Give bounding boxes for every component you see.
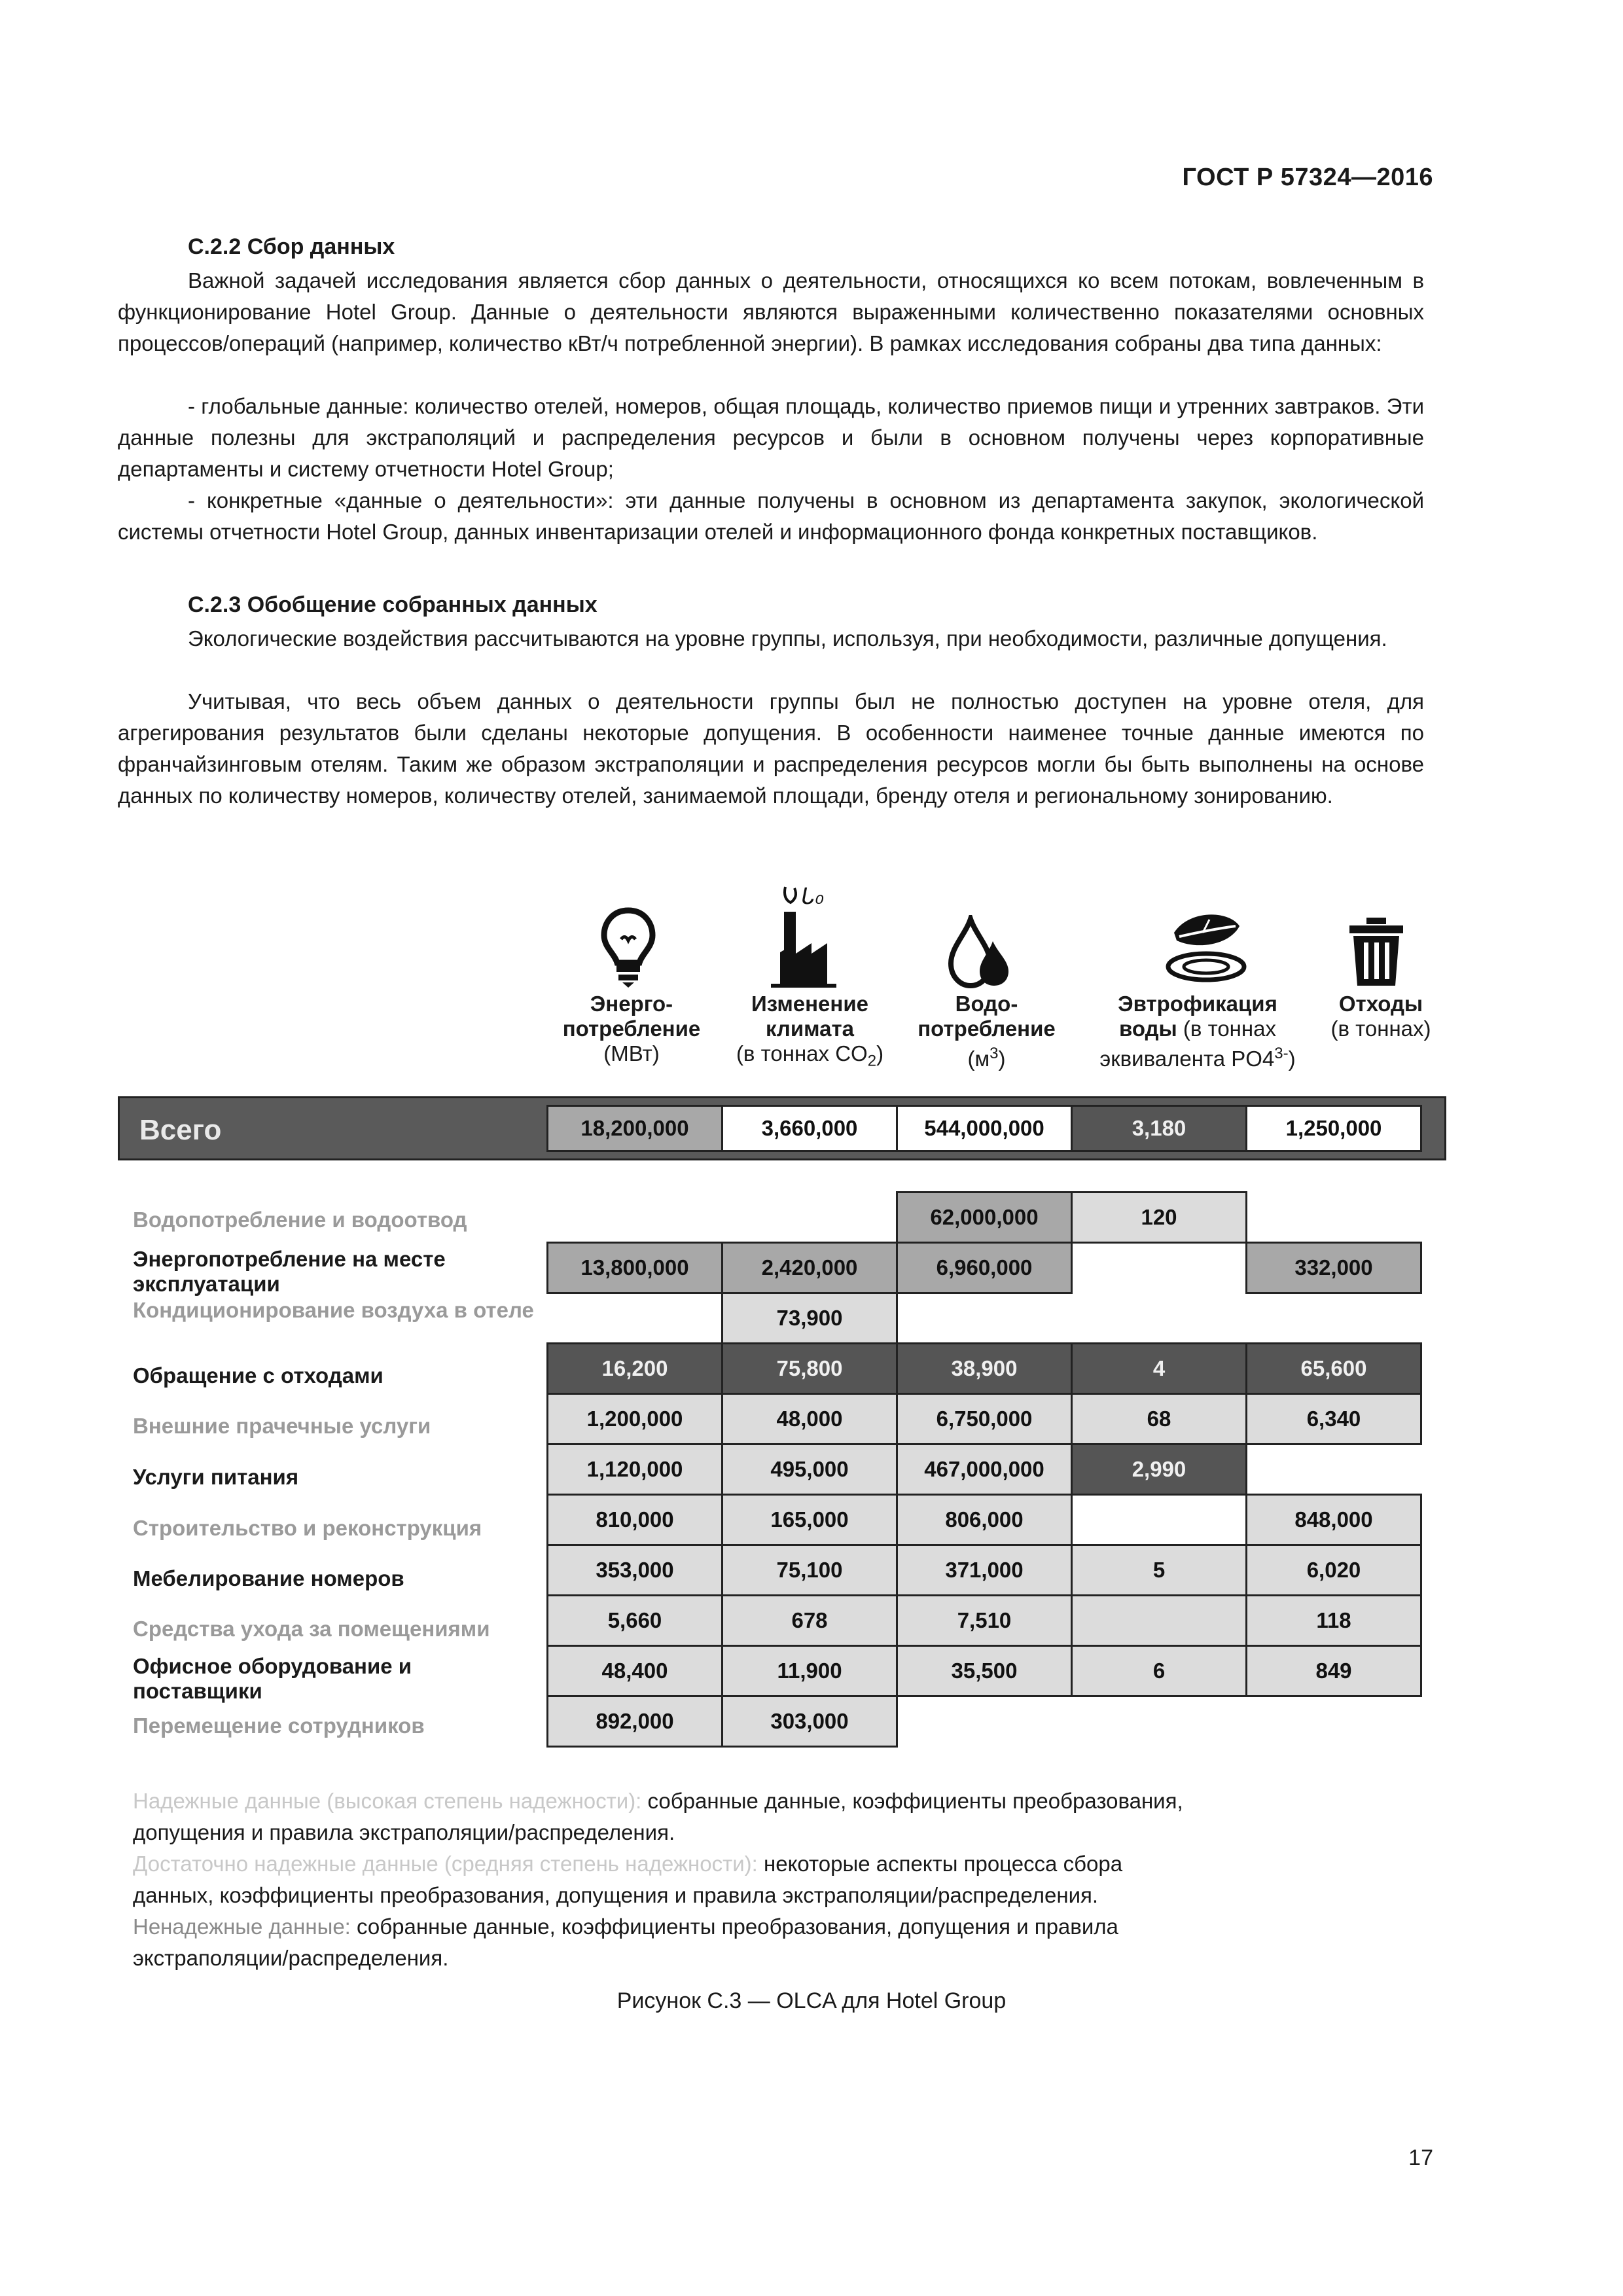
data-cell: 806,000: [896, 1494, 1073, 1546]
section-heading-c22: С.2.2 Сбор данных: [188, 234, 395, 259]
row-label: Средства ухода за помещениями: [133, 1617, 490, 1641]
data-cell: 120: [1071, 1191, 1247, 1244]
data-cell: 13,800,000: [546, 1242, 723, 1294]
row-label: Обращение с отходами: [133, 1363, 383, 1388]
row-label: Перемещение сотрудников: [133, 1713, 425, 1738]
data-cell: [1071, 1594, 1247, 1647]
data-cell: 5: [1071, 1544, 1247, 1596]
data-cell: 371,000: [896, 1544, 1073, 1596]
paragraph: Экологические воздействия рассчитываются на уровне группы, используя, при необходимости, различные допущения.: [188, 626, 1387, 651]
standard-number: ГОСТ Р 57324—2016: [1182, 164, 1433, 191]
row-label: Энергопотребление на месте эксплуатации: [133, 1247, 446, 1296]
legend-text: допущения и правила экстраполяции/распределения.: [133, 1820, 675, 1844]
column-header-climate: Изменение климата (в тоннах $CO_2$): [736, 992, 884, 1070]
data-cell: 2,990: [1071, 1443, 1247, 1496]
data-cell: 6,340: [1245, 1393, 1422, 1445]
row-label: Офисное оборудование и поставщики: [133, 1654, 412, 1703]
total-value: 3,180: [1071, 1105, 1247, 1152]
legend-text: данных, коэффициенты преобразования, допущения и правила экстраполяции/распределения.: [133, 1883, 1099, 1907]
data-cell: 5,660: [546, 1594, 723, 1647]
data-cell: 495,000: [721, 1443, 898, 1496]
data-cell: 75,100: [721, 1544, 898, 1596]
paragraph: - конкретные «данные о деятельности»: эти данные получены в основном из департамента закупок, экологической системы отчетности Hotel Group, данных инвентаризации отелей и информационного фонда конкретных поставщиков.: [118, 488, 1424, 544]
trash-bin-icon: [1347, 916, 1406, 988]
section-heading-c23: С.2.3 Обобщение собранных данных: [188, 592, 597, 617]
total-value: 1,250,000: [1245, 1105, 1422, 1152]
data-cell: 848,000: [1245, 1494, 1422, 1546]
data-cell: 165,000: [721, 1494, 898, 1546]
data-cell: 2,420,000: [721, 1242, 898, 1294]
column-header-eutrophication: Эвтрофикация воды (в тоннах эквивалента $PO4^{3-}$): [1099, 992, 1296, 1071]
data-cell: 7,510: [896, 1594, 1073, 1647]
column-header-water: Водо- потребление $(м^3)$: [918, 992, 1056, 1071]
total-label: Всего: [139, 1114, 222, 1146]
data-cell: 48,400: [546, 1645, 723, 1697]
data-cell: 68: [1071, 1393, 1247, 1445]
column-header-waste: Отходы (в тоннах): [1330, 992, 1431, 1041]
total-value: 18,200,000: [546, 1105, 723, 1152]
data-cell: [1071, 1494, 1247, 1546]
total-value: 544,000,000: [896, 1105, 1073, 1152]
data-cell: 6,960,000: [896, 1242, 1073, 1294]
factory-icon: [771, 880, 843, 988]
leaf-water-icon: [1164, 906, 1249, 985]
data-cell: 332,000: [1245, 1242, 1422, 1294]
data-cell: 353,000: [546, 1544, 723, 1596]
row-label: Водопотребление и водоотвод: [133, 1208, 467, 1232]
data-cell: 678: [721, 1594, 898, 1647]
row-label: Внешние прачечные услуги: [133, 1414, 431, 1438]
data-cell: 118: [1245, 1594, 1422, 1647]
data-cell: 73,900: [721, 1292, 898, 1344]
data-cell: 38,900: [896, 1342, 1073, 1395]
paragraph: Важной задачей исследования является сбор данных о деятельности, относящихся ко всем потокам, вовлеченным в функционирование Hotel Group. Данные о деятельности являются выраженными количественно показателями основных процессов/операций (например, количество кВт/ч потребленной энергии). В рамках исследования собраны два типа данных:: [118, 268, 1424, 355]
row-label: Строительство и реконструкция: [133, 1516, 482, 1540]
data-cell: 303,000: [721, 1695, 898, 1748]
data-cell: 16,200: [546, 1342, 723, 1395]
data-cell: 849: [1245, 1645, 1422, 1697]
paragraph: - глобальные данные: количество отелей, номеров, общая площадь, количество приемов пищи и утренних завтраков. Эти данные полезны для экстраполяций и распределения ресурсов и были в основном получены через корпоративные департаменты и систему отчетности Hotel Group;: [118, 394, 1424, 481]
legend-high-reliability: Надежные данные (высокая степень надежности): собранные данные, коэффициенты преобразования,: [133, 1789, 1183, 1813]
data-cell: 467,000,000: [896, 1443, 1073, 1496]
water-drops-icon: [946, 915, 1011, 988]
data-cell: 892,000: [546, 1695, 723, 1748]
data-cell: 6,750,000: [896, 1393, 1073, 1445]
data-cell: 6,020: [1245, 1544, 1422, 1596]
data-cell: 810,000: [546, 1494, 723, 1546]
data-cell: 1,200,000: [546, 1393, 723, 1445]
data-cell: 11,900: [721, 1645, 898, 1697]
data-cell: 1,120,000: [546, 1443, 723, 1496]
page-number: 17: [1408, 2145, 1433, 2170]
light-bulb-icon: [599, 906, 658, 988]
svg-text:ᒐ₀: ᒐ₀: [801, 884, 824, 910]
legend-low-reliability: Ненадежные данные: собранные данные, коэффициенты преобразования, допущения и правила: [133, 1914, 1118, 1939]
data-cell: 48,000: [721, 1393, 898, 1445]
data-cell: 75,800: [721, 1342, 898, 1395]
paragraph: Учитывая, что весь объем данных о деятельности группы был не полностью доступен на уровне отеля, для агрегирования результатов были сделаны некоторые допущения. В особенности наименее точные данные имеются по франчайзинговым отелям. Таким же образом экстраполяции и распределения ресурсов могли бы быть выполнены на основе данных по количеству номеров, количеству отелей, занимаемой площади, бренду отеля и региональному зонированию.: [118, 689, 1424, 808]
row-label: Мебелирование номеров: [133, 1566, 404, 1590]
data-cell: 4: [1071, 1342, 1247, 1395]
row-label: Кондиционирование воздуха в отеле: [133, 1298, 534, 1322]
data-cell: 62,000,000: [896, 1191, 1073, 1244]
legend-medium-reliability: Достаточно надежные данные (средняя степень надежности): некоторые аспекты процесса сбора: [133, 1852, 1123, 1876]
data-cell: 6: [1071, 1645, 1247, 1697]
legend-text: экстраполяции/распределения.: [133, 1946, 449, 1970]
row-label: Услуги питания: [133, 1465, 299, 1489]
column-header-energy: Энерго- потребление (МВт): [562, 992, 701, 1066]
figure-caption: Рисунок С.3 — OLCA для Hotel Group: [616, 1988, 1007, 2013]
total-value: 3,660,000: [721, 1105, 898, 1152]
data-cell: 65,600: [1245, 1342, 1422, 1395]
data-cell: 35,500: [896, 1645, 1073, 1697]
